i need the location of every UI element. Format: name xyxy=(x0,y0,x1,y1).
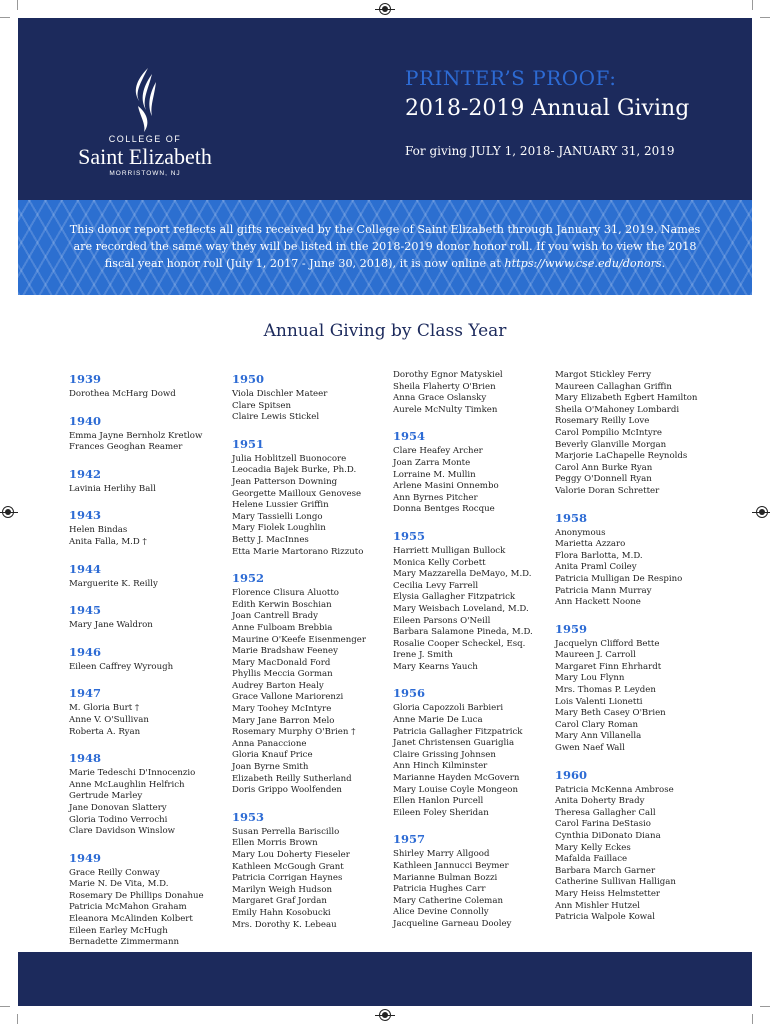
donor-name: Eileen Earley McHugh xyxy=(69,925,168,936)
donor-name: Eileen Parsons O'Neill xyxy=(393,615,491,626)
donor-name: Patricia Walpole Kowal xyxy=(555,912,656,923)
donor-name: Carol Ann Burke Ryan xyxy=(555,462,653,473)
donor-name: Mary Elizabeth Egbert Hamilton xyxy=(555,393,698,404)
donor-name: Anne Fulboam Brebbia xyxy=(232,622,333,633)
donor-name: Sheila Flaherty O'Brien xyxy=(393,381,496,392)
donor-name: Grace Vallone Mariorenzi xyxy=(232,692,344,703)
class-year-column xyxy=(393,370,553,931)
crop-mark xyxy=(760,17,770,18)
notice-body: This donor report reflects all gifts received by the College of Saint Elizabeth through January 31, 2019. Names are recorded the same way they will be listed in the 2018-2019 donor honor roll. If you wish to view the 2018 fiscal year honor roll (July 1, 2017 - June 30, 2018), it is now online at xyxy=(69,223,701,270)
donor-name: Kathleen Jannucci Beymer xyxy=(393,861,509,871)
donor-name: Claire Lewis Stickel xyxy=(232,412,320,423)
donor-name: Marie Tedeschi D'Innocenzio xyxy=(69,768,196,779)
crop-mark xyxy=(17,1014,18,1024)
donor-name: Margot Stickley Ferry xyxy=(555,370,652,380)
donor-name: Cynthia DiDonato Diana xyxy=(555,831,661,841)
donor-name: Mrs. Dorothy K. Lebeau xyxy=(232,919,337,930)
crop-mark xyxy=(0,17,10,18)
donor-name: Mary Jane Barron Melo xyxy=(232,715,335,726)
class-year-column xyxy=(232,370,392,931)
donor-name: Mary Beth Casey O'Brien xyxy=(555,708,666,719)
donor-name: Ann Mishler Hutzel xyxy=(555,900,641,911)
donor-name: Theresa Gallagher Call xyxy=(555,807,656,818)
class-year-heading: 1940 xyxy=(69,413,102,428)
crop-mark xyxy=(752,1014,753,1024)
donor-name: Eileen Caffrey Wyrough xyxy=(69,661,174,672)
donor-name: Margaret Graf Jordan xyxy=(232,896,327,907)
donor-name: Catherine Sullivan Halligan xyxy=(555,877,676,888)
donor-name: Mary Tassielli Longo xyxy=(232,511,323,522)
donor-name: Marjorie LaChapelle Reynolds xyxy=(555,451,688,462)
donor-name: Jacqueline Garneau Dooley xyxy=(393,918,512,929)
donor-name: Marietta Azzaro xyxy=(555,539,626,550)
class-year-heading: 1939 xyxy=(69,372,102,386)
class-year-heading: 1955 xyxy=(393,528,426,543)
donor-name: Marie N. De Vita, M.D. xyxy=(69,879,169,890)
donor-name: Anne McLaughlin Helfrich xyxy=(69,779,185,790)
donor-name: Dorothea McHarg Dowd xyxy=(69,389,176,399)
donor-name: Mary Weisbach Loveland, M.D. xyxy=(393,603,529,614)
donor-name: Joan Zarra Monte xyxy=(393,457,471,468)
donor-name: Gloria Knauf Price xyxy=(232,750,313,761)
donor-name: Peggy O'Donnell Ryan xyxy=(555,474,652,485)
donor-name: Beverly Glanville Morgan xyxy=(555,439,667,450)
donor-name: Gertrude Marley xyxy=(69,791,143,802)
donor-name: Alice Devine Connolly xyxy=(393,907,489,918)
donor-name: Rosemary Murphy O'Brien † xyxy=(232,727,356,738)
header-banner xyxy=(18,18,752,200)
donor-name: Carol Clary Roman xyxy=(555,719,639,730)
donor-name: Cecilia Levy Farrell xyxy=(393,580,479,591)
page-title: 2018-2019 Annual Giving xyxy=(405,96,690,121)
donor-name: Joan Cantrell Brady xyxy=(232,611,319,622)
registration-mark-icon xyxy=(756,506,768,518)
class-year-column xyxy=(555,370,715,924)
donor-name: Leocadia Bajek Burke, Ph.D. xyxy=(232,465,357,476)
donor-name: Shirley Marry Allgood xyxy=(393,849,490,860)
donor-name: Margaret Finn Ehrhardt xyxy=(555,661,662,672)
donor-name: Marie Bradshaw Feeney xyxy=(232,646,338,657)
donor-name: Anne V. O'Sullivan xyxy=(69,714,149,725)
donor-name: Claire Grissing Johnsen xyxy=(393,749,496,760)
donor-name: Carol Farina DeStasio xyxy=(555,819,651,830)
donor-name: Lavinia Herlihy Ball xyxy=(69,483,156,494)
donor-name: Rosemary De Phillips Donahue xyxy=(69,890,204,901)
class-year-heading: 1942 xyxy=(69,466,102,481)
donor-name: Jacquelyn Clifford Bette xyxy=(555,638,660,649)
donor-name: Valorie Doran Schretter xyxy=(555,485,660,496)
class-year-heading: 1943 xyxy=(69,508,102,523)
footer-band xyxy=(18,952,752,1006)
college-logo xyxy=(70,66,220,176)
registration-mark-icon xyxy=(379,3,391,15)
donor-name: Ellen Hanlon Purcell xyxy=(393,796,484,807)
class-year-heading: 1956 xyxy=(393,686,426,701)
donor-name: M. Gloria Burt † xyxy=(69,703,140,714)
donor-name: Emma Jayne Bernholz Kretlow xyxy=(69,430,203,441)
donor-name: Lois Valenti Lionetti xyxy=(555,696,643,707)
donor-name: Ann Hinch Kilminster xyxy=(393,761,488,772)
donor-name: Eleanora McAlinden Kolbert xyxy=(69,914,193,925)
notice-end: . xyxy=(661,257,666,270)
donor-name: Mary Lou Doherty Fieseler xyxy=(232,850,350,860)
class-year-heading: 1954 xyxy=(393,429,426,444)
crop-mark xyxy=(17,0,18,10)
donor-name: Elizabeth Reilly Sutherland xyxy=(232,773,352,784)
donor-name: Marianne Hayden McGovern xyxy=(393,773,520,784)
donor-name: Mafalda Faillace xyxy=(555,854,628,865)
donor-name: Jane Donovan Slattery xyxy=(69,802,167,813)
donor-name: Mary Toohey McIntyre xyxy=(232,704,332,715)
donor-name: Florence Clisura Aluotto xyxy=(232,588,339,599)
donor-name: Ellen Morris Brown xyxy=(232,838,318,849)
donor-name: Kathleen McGough Grant xyxy=(232,861,344,872)
donor-name: Lorraine M. Mullin xyxy=(393,469,476,480)
notice-text xyxy=(68,221,702,272)
donor-name: Maurine O'Keefe Eisenmenger xyxy=(232,634,366,645)
donor-name: Anita Doherty Brady xyxy=(555,796,645,807)
class-year-column xyxy=(69,370,229,949)
notice-band xyxy=(18,200,752,295)
donor-name: Patricia Mann Murray xyxy=(555,585,652,596)
donor-name: Anita Praml Coiley xyxy=(555,562,637,573)
printers-proof-label: PRINTER’S PROOF: xyxy=(405,66,617,90)
class-year-heading: 1945 xyxy=(69,603,102,618)
donor-name: Patricia McMahon Graham xyxy=(69,902,187,913)
donor-name: Patricia Gallagher Fitzpatrick xyxy=(393,726,523,737)
donor-name: Mary Mazzarella DeMayo, M.D. xyxy=(393,569,532,580)
flame-logo-icon xyxy=(118,66,172,134)
donor-name: Donna Bentges Rocque xyxy=(393,504,495,515)
donor-name: Frances Geoghan Reamer xyxy=(69,442,183,453)
class-year-heading: 1944 xyxy=(69,561,102,576)
donor-name: Marianne Bulman Bozzi xyxy=(393,872,498,883)
donor-name: Ann Hackett Noone xyxy=(555,597,641,608)
class-year-heading: 1960 xyxy=(555,767,588,782)
donor-name: Helene Lussier Griffin xyxy=(232,500,329,511)
donor-name: Bernadette Zimmermann xyxy=(69,937,180,948)
donor-name: Dorothy Egnor Matyskiel xyxy=(393,370,503,380)
donor-name: Georgette Mailloux Genovese xyxy=(232,488,362,499)
donor-name: Clare Heafey Archer xyxy=(393,446,483,457)
donor-name: Harriett Mulligan Bullock xyxy=(393,545,506,556)
donor-name: Doris Grippo Woolfenden xyxy=(232,785,342,796)
donor-name: Anna Grace Oslansky xyxy=(393,393,487,404)
donor-name: Mrs. Thomas P. Leyden xyxy=(555,685,656,696)
logo-college-text: COLLEGE OF xyxy=(108,134,182,144)
donor-name: Joan Byrne Smith xyxy=(232,762,309,773)
registration-mark-icon xyxy=(379,1009,391,1021)
donor-name: Anonymous xyxy=(555,527,606,538)
class-year-heading: 1949 xyxy=(69,850,102,865)
donor-name: Gwen Naef Wall xyxy=(555,743,625,754)
donor-name: Mary Lou Flynn xyxy=(555,673,625,684)
donor-name: Susan Perrella Bariscillo xyxy=(232,826,340,837)
donor-name: Mary Kelly Eckes xyxy=(555,842,631,853)
donor-name: Mary Louise Coyle Mongeon xyxy=(393,784,518,795)
donor-name: Emily Hahn Kosobucki xyxy=(232,907,331,918)
logo-name-text: Saint Elizabeth xyxy=(78,144,212,169)
donor-name: Mary MacDonald Ford xyxy=(232,657,331,668)
donor-name: Maureen Callaghan Griffin xyxy=(555,381,672,392)
donor-name: Mary Catherine Coleman xyxy=(393,895,503,906)
donor-name: Anna Panaccione xyxy=(232,738,307,749)
donor-name: Grace Reilly Conway xyxy=(69,867,160,878)
class-year-heading: 1953 xyxy=(232,809,265,824)
donor-name: Helen Bindas xyxy=(69,525,128,536)
donor-name: Roberta A. Ryan xyxy=(69,726,141,737)
donor-name: Mary Kearns Yauch xyxy=(393,661,478,672)
donor-name: Julia Hoblitzell Buonocore xyxy=(232,453,347,464)
page-subtitle: For giving JULY 1, 2018- JANUARY 31, 2019 xyxy=(405,144,675,158)
donor-name: Jean Patterson Downing xyxy=(232,476,338,487)
donor-name: Rosemary Reilly Love xyxy=(555,416,650,427)
class-year-heading: 1951 xyxy=(232,436,265,451)
donor-name: Gloria Todino Verrochi xyxy=(69,814,168,825)
donor-name: Irene J. Smith xyxy=(393,650,453,661)
donor-name: Barbara March Garner xyxy=(555,865,656,876)
donor-name: Barbara Salamone Pineda, M.D. xyxy=(393,627,533,638)
class-year-heading: 1950 xyxy=(232,372,265,386)
class-year-heading: 1946 xyxy=(69,644,102,659)
donor-name: Etta Marie Martorano Rizzuto xyxy=(232,546,364,557)
section-title: Annual Giving by Class Year xyxy=(263,321,507,341)
donor-name: Marilyn Weigh Hudson xyxy=(232,884,333,895)
donor-name: Eileen Foley Sheridan xyxy=(393,807,489,818)
donor-name: Arlene Masini Onnembo xyxy=(393,481,499,492)
donor-name: Mary Ann Villanella xyxy=(555,731,642,742)
crop-mark xyxy=(0,1006,10,1007)
class-year-heading: 1952 xyxy=(232,571,265,586)
crop-mark xyxy=(760,1006,770,1007)
donor-name: Aurele McNulty Timken xyxy=(393,404,498,415)
donor-name: Mary Fiolek Loughlin xyxy=(232,523,326,534)
donor-name: Patricia Mulligan De Respino xyxy=(555,573,683,584)
donor-name: Ann Byrnes Pitcher xyxy=(393,492,478,503)
donor-name: Clare Spitsen xyxy=(232,400,291,411)
class-year-heading: 1958 xyxy=(555,510,588,525)
donor-name: Maureen J. Carroll xyxy=(555,650,636,661)
donor-name: Elysia Gallagher Fitzpatrick xyxy=(393,592,516,603)
donor-name: Flora Barlotta, M.D. xyxy=(555,550,643,561)
donor-name: Phyllis Meccia Gorman xyxy=(232,669,333,680)
class-year-heading: 1957 xyxy=(393,832,426,847)
donor-name: Janet Christensen Guariglia xyxy=(393,738,515,749)
donor-name: Patricia Corrigan Haynes xyxy=(232,873,343,884)
class-year-heading: 1947 xyxy=(69,686,102,701)
logo-city-text: MORRISTOWN, NJ xyxy=(109,170,181,177)
class-year-heading: 1948 xyxy=(69,751,102,766)
donor-name: Edith Kerwin Boschian xyxy=(232,599,332,610)
donor-name: Anita Falla, M.D † xyxy=(69,536,147,547)
donor-name: Patricia Hughes Carr xyxy=(393,884,486,895)
registration-mark-icon xyxy=(2,506,14,518)
donor-name: Mary Heiss Helmstetter xyxy=(555,888,661,899)
donor-name: Marguerite K. Reilly xyxy=(69,578,158,589)
donor-name: Carol Pompilio McIntyre xyxy=(555,427,662,438)
donor-name: Clare Davidson Winslow xyxy=(69,826,175,837)
donor-name: Mary Jane Waldron xyxy=(69,620,153,631)
donor-name: Viola Dischler Mateer xyxy=(232,389,328,399)
donor-name: Audrey Barton Healy xyxy=(232,680,324,691)
donor-name: Betty J. MacInnes xyxy=(232,534,309,545)
donor-name: Anne Marie De Luca xyxy=(393,715,483,726)
donor-name: Rosalie Cooper Scheckel, Esq. xyxy=(393,638,526,649)
donor-name: Monica Kelly Corbett xyxy=(393,557,486,568)
donor-name: Gloria Capozzoli Barbieri xyxy=(393,703,504,714)
donor-name: Patricia McKenna Ambrose xyxy=(555,784,674,795)
donor-name: Sheila O'Mahoney Lombardi xyxy=(555,404,680,415)
class-year-heading: 1959 xyxy=(555,621,588,636)
donors-link[interactable]: https://www.cse.edu/donors xyxy=(504,257,662,270)
crop-mark xyxy=(752,0,753,10)
